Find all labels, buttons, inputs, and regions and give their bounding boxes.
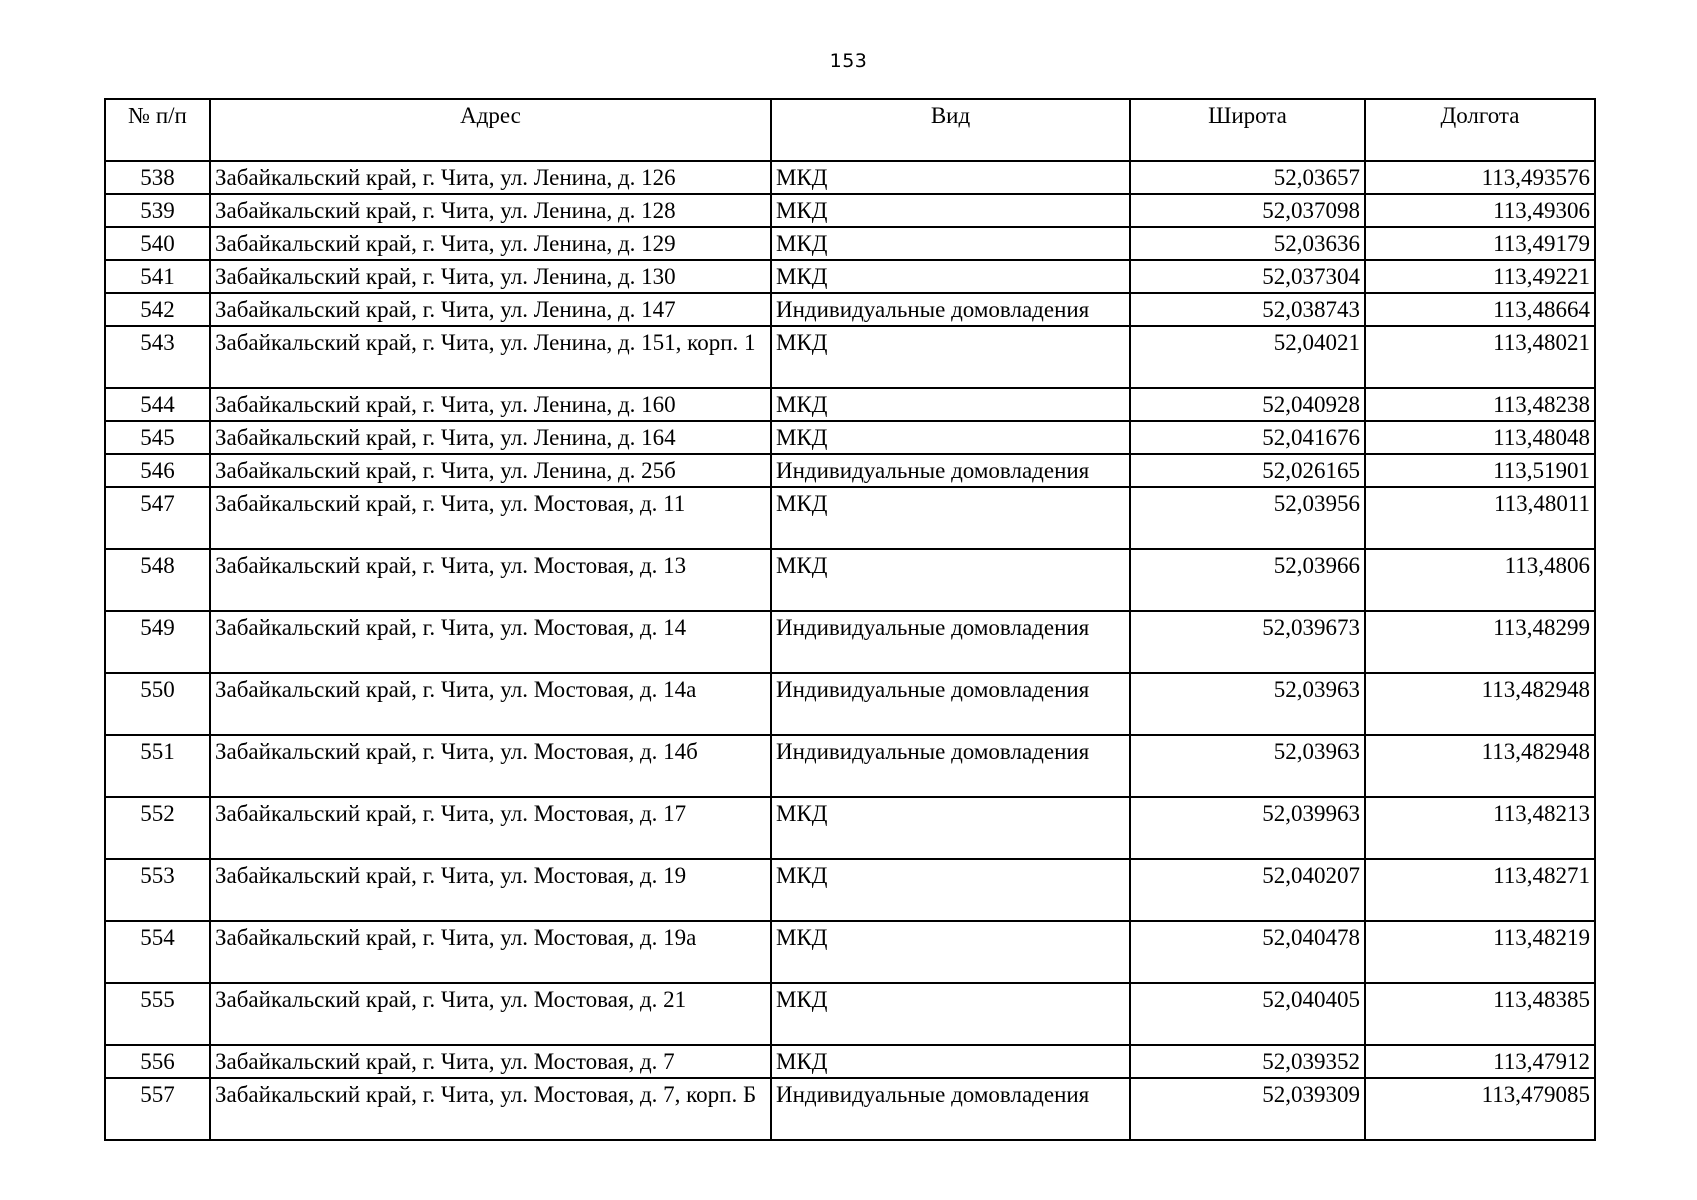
cell-longitude: 113,48238 bbox=[1365, 388, 1595, 421]
cell-longitude: 113,4806 bbox=[1365, 549, 1595, 611]
cell-latitude: 52,040405 bbox=[1130, 983, 1365, 1045]
cell-address: Забайкальский край, г. Чита, ул. Ленина, д. 160 bbox=[210, 388, 771, 421]
table-row bbox=[105, 388, 1595, 421]
cell-address: Забайкальский край, г. Чита, ул. Мостовая, д. 21 bbox=[210, 983, 771, 1045]
cell-latitude: 52,039963 bbox=[1130, 797, 1365, 859]
cell-latitude: 52,040207 bbox=[1130, 859, 1365, 921]
cell-latitude: 52,041676 bbox=[1130, 421, 1365, 454]
table-row bbox=[105, 454, 1595, 487]
cell-latitude: 52,04021 bbox=[1130, 326, 1365, 388]
cell-number: 546 bbox=[105, 454, 210, 487]
cell-type: Индивидуальные домовладения bbox=[771, 735, 1130, 797]
table-row bbox=[105, 194, 1595, 227]
cell-type: МКД bbox=[771, 260, 1130, 293]
cell-number: 541 bbox=[105, 260, 210, 293]
table-row bbox=[105, 293, 1595, 326]
cell-address: Забайкальский край, г. Чита, ул. Ленина, д. 147 bbox=[210, 293, 771, 326]
cell-latitude: 52,026165 bbox=[1130, 454, 1365, 487]
cell-type: Индивидуальные домовладения bbox=[771, 293, 1130, 326]
cell-longitude: 113,49306 bbox=[1365, 194, 1595, 227]
cell-type: МКД bbox=[771, 227, 1130, 260]
table-row bbox=[105, 983, 1595, 1045]
cell-type: МКД bbox=[771, 161, 1130, 194]
cell-latitude: 52,039673 bbox=[1130, 611, 1365, 673]
cell-number: 543 bbox=[105, 326, 210, 388]
cell-type: МКД bbox=[771, 1045, 1130, 1078]
cell-longitude: 113,49179 bbox=[1365, 227, 1595, 260]
cell-latitude: 52,03966 bbox=[1130, 549, 1365, 611]
cell-longitude: 113,48271 bbox=[1365, 859, 1595, 921]
cell-number: 556 bbox=[105, 1045, 210, 1078]
cell-longitude: 113,48385 bbox=[1365, 983, 1595, 1045]
cell-longitude: 113,48664 bbox=[1365, 293, 1595, 326]
cell-longitude: 113,482948 bbox=[1365, 735, 1595, 797]
cell-latitude: 52,037304 bbox=[1130, 260, 1365, 293]
cell-address: Забайкальский край, г. Чита, ул. Мостовая, д. 7, корп. Б bbox=[210, 1078, 771, 1140]
cell-latitude: 52,040478 bbox=[1130, 921, 1365, 983]
cell-address: Забайкальский край, г. Чита, ул. Мостовая, д. 7 bbox=[210, 1045, 771, 1078]
cell-address: Забайкальский край, г. Чита, ул. Мостовая, д. 19а bbox=[210, 921, 771, 983]
cell-number: 544 bbox=[105, 388, 210, 421]
header-address: Адрес bbox=[210, 99, 771, 161]
page-number: 153 bbox=[829, 50, 868, 72]
cell-number: 540 bbox=[105, 227, 210, 260]
header-latitude: Широта bbox=[1130, 99, 1365, 161]
cell-type: МКД bbox=[771, 194, 1130, 227]
cell-type: МКД bbox=[771, 487, 1130, 549]
cell-type: МКД bbox=[771, 983, 1130, 1045]
cell-address: Забайкальский край, г. Чита, ул. Ленина, д. 151, корп. 1 bbox=[210, 326, 771, 388]
cell-latitude: 52,03956 bbox=[1130, 487, 1365, 549]
cell-longitude: 113,48213 bbox=[1365, 797, 1595, 859]
cell-number: 545 bbox=[105, 421, 210, 454]
table-row bbox=[105, 611, 1595, 673]
header-type: Вид bbox=[771, 99, 1130, 161]
table-body bbox=[105, 161, 1595, 1140]
cell-latitude: 52,03963 bbox=[1130, 735, 1365, 797]
table-row bbox=[105, 421, 1595, 454]
address-table bbox=[104, 98, 1596, 1141]
cell-longitude: 113,51901 bbox=[1365, 454, 1595, 487]
cell-number: 538 bbox=[105, 161, 210, 194]
cell-longitude: 113,479085 bbox=[1365, 1078, 1595, 1140]
cell-address: Забайкальский край, г. Чита, ул. Мостовая, д. 13 bbox=[210, 549, 771, 611]
cell-number: 547 bbox=[105, 487, 210, 549]
cell-number: 542 bbox=[105, 293, 210, 326]
cell-longitude: 113,48299 bbox=[1365, 611, 1595, 673]
cell-longitude: 113,493576 bbox=[1365, 161, 1595, 194]
cell-longitude: 113,48048 bbox=[1365, 421, 1595, 454]
cell-address: Забайкальский край, г. Чита, ул. Мостовая, д. 11 bbox=[210, 487, 771, 549]
cell-number: 553 bbox=[105, 859, 210, 921]
cell-address: Забайкальский край, г. Чита, ул. Мостовая, д. 19 bbox=[210, 859, 771, 921]
cell-number: 552 bbox=[105, 797, 210, 859]
cell-latitude: 52,03963 bbox=[1130, 673, 1365, 735]
table-row bbox=[105, 921, 1595, 983]
cell-latitude: 52,037098 bbox=[1130, 194, 1365, 227]
cell-latitude: 52,03657 bbox=[1130, 161, 1365, 194]
cell-latitude: 52,03636 bbox=[1130, 227, 1365, 260]
cell-number: 550 bbox=[105, 673, 210, 735]
cell-longitude: 113,48021 bbox=[1365, 326, 1595, 388]
table-row bbox=[105, 227, 1595, 260]
cell-address: Забайкальский край, г. Чита, ул. Ленина, д. 164 bbox=[210, 421, 771, 454]
cell-number: 554 bbox=[105, 921, 210, 983]
cell-latitude: 52,039309 bbox=[1130, 1078, 1365, 1140]
cell-number: 549 bbox=[105, 611, 210, 673]
table-row bbox=[105, 735, 1595, 797]
cell-address: Забайкальский край, г. Чита, ул. Ленина, д. 129 bbox=[210, 227, 771, 260]
table-row bbox=[105, 673, 1595, 735]
cell-address: Забайкальский край, г. Чита, ул. Мостовая, д. 17 bbox=[210, 797, 771, 859]
cell-address: Забайкальский край, г. Чита, ул. Мостовая, д. 14а bbox=[210, 673, 771, 735]
cell-type: МКД bbox=[771, 921, 1130, 983]
table-row bbox=[105, 161, 1595, 194]
cell-number: 551 bbox=[105, 735, 210, 797]
cell-type: Индивидуальные домовладения bbox=[771, 673, 1130, 735]
cell-address: Забайкальский край, г. Чита, ул. Ленина, д. 126 bbox=[210, 161, 771, 194]
cell-type: МКД bbox=[771, 326, 1130, 388]
cell-longitude: 113,482948 bbox=[1365, 673, 1595, 735]
cell-number: 539 bbox=[105, 194, 210, 227]
cell-latitude: 52,040928 bbox=[1130, 388, 1365, 421]
cell-longitude: 113,47912 bbox=[1365, 1045, 1595, 1078]
cell-address: Забайкальский край, г. Чита, ул. Мостовая, д. 14 bbox=[210, 611, 771, 673]
cell-type: Индивидуальные домовладения bbox=[771, 454, 1130, 487]
cell-longitude: 113,48219 bbox=[1365, 921, 1595, 983]
cell-number: 557 bbox=[105, 1078, 210, 1140]
cell-type: Индивидуальные домовладения bbox=[771, 611, 1130, 673]
table-row bbox=[105, 1078, 1595, 1140]
header-number: № п/п bbox=[105, 99, 210, 161]
cell-type: Индивидуальные домовладения bbox=[771, 1078, 1130, 1140]
cell-longitude: 113,49221 bbox=[1365, 260, 1595, 293]
cell-longitude: 113,48011 bbox=[1365, 487, 1595, 549]
cell-type: МКД bbox=[771, 421, 1130, 454]
cell-type: МКД bbox=[771, 388, 1130, 421]
table-row bbox=[105, 487, 1595, 549]
table-row bbox=[105, 859, 1595, 921]
table-row bbox=[105, 260, 1595, 293]
cell-latitude: 52,038743 bbox=[1130, 293, 1365, 326]
cell-latitude: 52,039352 bbox=[1130, 1045, 1365, 1078]
cell-type: МКД bbox=[771, 549, 1130, 611]
cell-type: МКД bbox=[771, 859, 1130, 921]
cell-number: 548 bbox=[105, 549, 210, 611]
cell-address: Забайкальский край, г. Чита, ул. Ленина, д. 130 bbox=[210, 260, 771, 293]
cell-address: Забайкальский край, г. Чита, ул. Ленина, д. 128 bbox=[210, 194, 771, 227]
header-longitude: Долгота bbox=[1365, 99, 1595, 161]
cell-address: Забайкальский край, г. Чита, ул. Ленина, д. 25б bbox=[210, 454, 771, 487]
table-row bbox=[105, 1045, 1595, 1078]
table-row bbox=[105, 326, 1595, 388]
table-header-row bbox=[105, 99, 1595, 161]
cell-address: Забайкальский край, г. Чита, ул. Мостовая, д. 14б bbox=[210, 735, 771, 797]
table-row bbox=[105, 797, 1595, 859]
table-row bbox=[105, 549, 1595, 611]
cell-number: 555 bbox=[105, 983, 210, 1045]
cell-type: МКД bbox=[771, 797, 1130, 859]
